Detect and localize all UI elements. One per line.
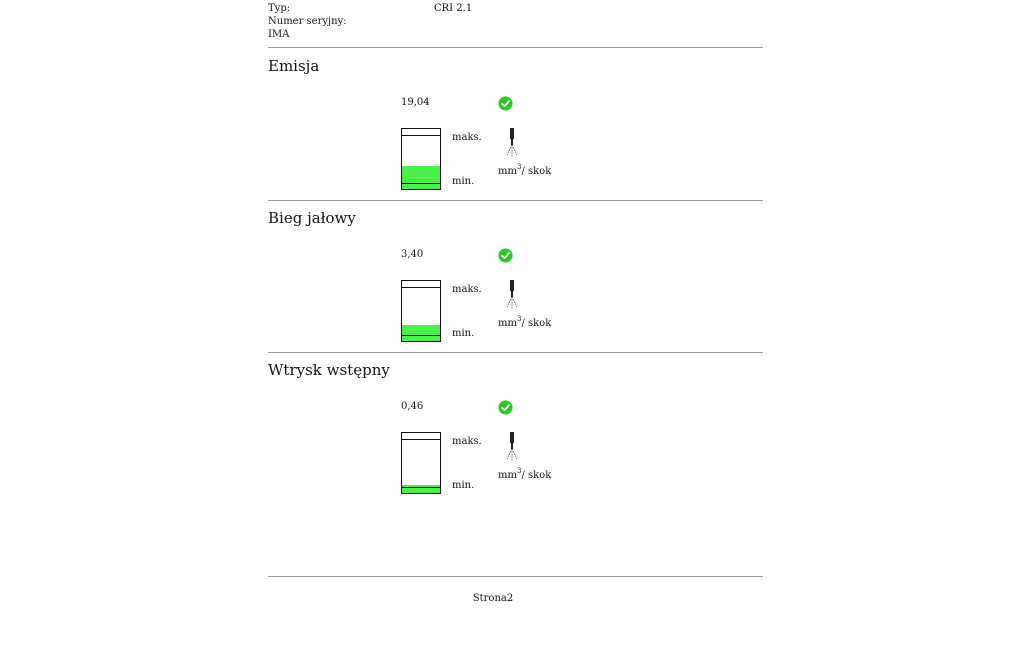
gauge-fill: [402, 485, 440, 493]
measured-value: 0,46: [401, 401, 424, 412]
gauge-fill: [402, 166, 440, 189]
gauge-min-line: [402, 335, 440, 336]
measured-value: 3,40: [401, 249, 424, 260]
gauge-max-line: [402, 135, 440, 136]
unit-rest: / skok: [521, 166, 552, 177]
check-circle-icon: [498, 400, 513, 415]
unit-exponent: 3: [516, 163, 522, 171]
injector-nozzle-icon: [505, 280, 519, 310]
unit-base: mm: [498, 166, 517, 177]
section-wtrysk-wstepny: [268, 352, 763, 504]
max-label: maks.: [452, 284, 482, 295]
section-bieg-jalowy: [268, 200, 763, 352]
unit-base: mm: [498, 318, 517, 329]
report-page: [268, 0, 763, 645]
level-gauge: [401, 280, 441, 342]
unit-exponent: 3: [516, 315, 522, 323]
unit-base: mm: [498, 470, 517, 481]
section-title: Emisja: [268, 57, 320, 75]
measured-value: 19,04: [401, 97, 430, 108]
unit-rest: / skok: [521, 470, 552, 481]
injector-nozzle-icon: [505, 432, 519, 462]
gauge-min-line: [402, 487, 440, 488]
check-circle-icon: [498, 96, 513, 111]
min-label: min.: [452, 176, 475, 187]
max-label: maks.: [452, 436, 482, 447]
gauge-fill: [402, 325, 440, 341]
gauge-min-line: [402, 183, 440, 184]
page-number: Strona2: [472, 593, 514, 604]
typ-label: Typ:: [268, 3, 291, 14]
serial-number-label: Numer seryjny:: [268, 16, 347, 27]
ima-label: IMA: [268, 29, 290, 40]
gauge-max-line: [402, 287, 440, 288]
unit-label: [498, 312, 551, 331]
section-title: Bieg jałowy: [268, 209, 356, 227]
level-gauge: [401, 432, 441, 494]
footer-divider: [268, 576, 763, 577]
injector-nozzle-icon: [505, 128, 519, 158]
gauge-max-line: [402, 439, 440, 440]
typ-value: CRI 2.1: [434, 3, 473, 14]
section-emisja: [268, 48, 763, 200]
unit-exponent: 3: [516, 467, 522, 475]
unit-rest: / skok: [521, 318, 552, 329]
check-circle-icon: [498, 248, 513, 263]
level-gauge: [401, 128, 441, 190]
min-label: min.: [452, 480, 475, 491]
section-title: Wtrysk wstępny: [268, 361, 390, 379]
unit-label: [498, 464, 551, 483]
max-label: maks.: [452, 132, 482, 143]
min-label: min.: [452, 328, 475, 339]
unit-label: [498, 160, 551, 179]
